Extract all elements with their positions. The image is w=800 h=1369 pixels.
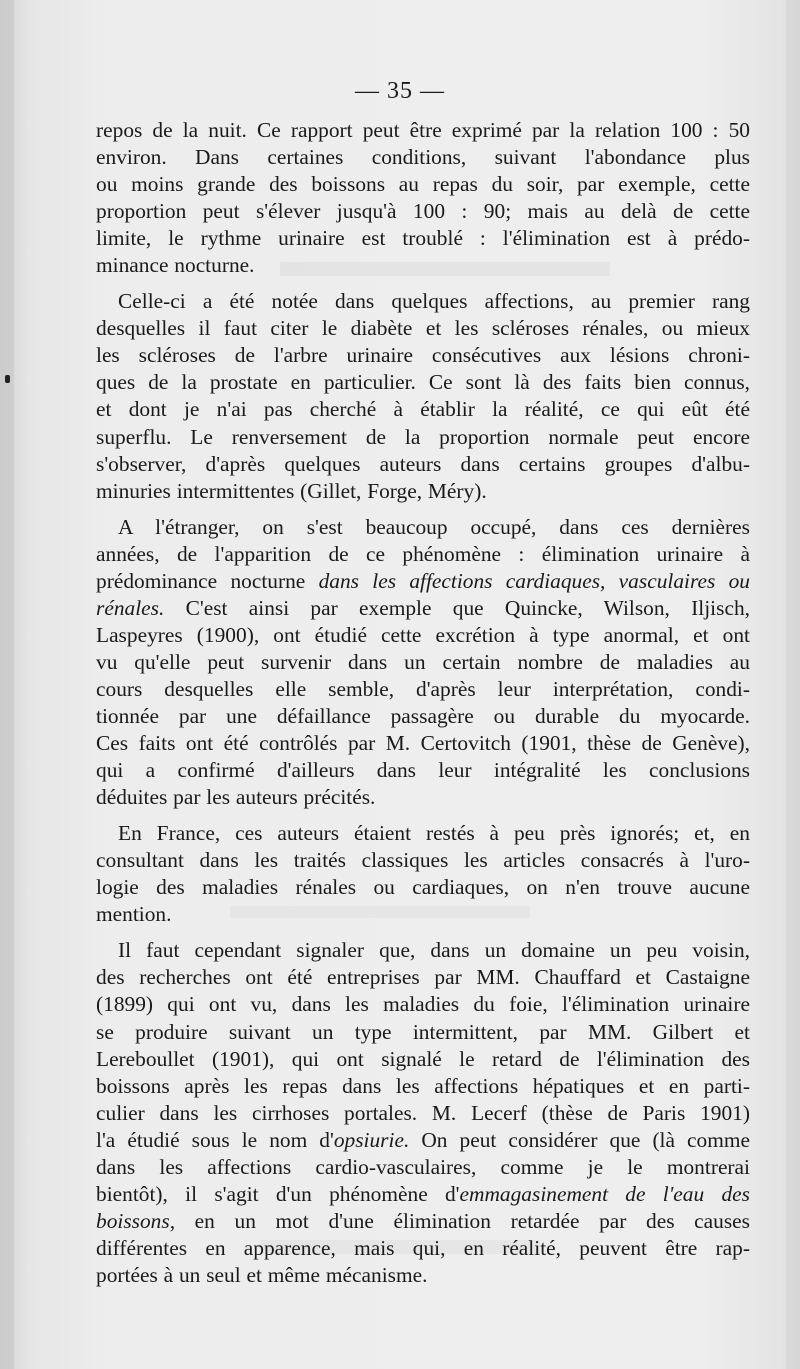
paragraph-5	[96, 937, 750, 1289]
text-line	[96, 1208, 750, 1235]
italic-run: rénales.	[96, 595, 165, 620]
italic-run: dans les affections cardiaques, vasculaires ou	[318, 568, 750, 593]
text-line: Il faut cependant signaler que, dans un domaine un peu voisin,	[118, 938, 750, 963]
italic-run: opsiurie.	[333, 1127, 410, 1152]
text-line: années, de l'apparition de ce phénomène : élimination urinaire à	[96, 541, 750, 566]
text-run: l'a étudié sous le nom d'	[96, 1127, 334, 1152]
text-line: minance nocturne.	[96, 253, 255, 278]
text-run: C'est ainsi par exemple que Quincke, Wilson, Iljisch,	[164, 595, 750, 620]
text-line: Celle-ci a été notée dans quelques affections, au premier rang	[118, 289, 750, 314]
italic-run: emmagasinement de l'eau des	[459, 1181, 750, 1206]
text-line: Ces faits ont été contrôlés par M. Certovitch (1901, thèse de Genève),	[96, 731, 750, 756]
text-line	[96, 595, 750, 622]
text-line: En France, ces auteurs étaient restés à peu près ignorés; et, en	[118, 821, 750, 846]
text-line: dans les affections cardio-vasculaires, comme je le montrerai	[96, 1154, 750, 1179]
italic-run: boissons,	[96, 1208, 176, 1233]
text-run: prédominance nocturne	[96, 568, 319, 593]
body-text	[96, 117, 750, 1298]
text-line: (1899) qui ont vu, dans les maladies du foie, l'élimination urinaire	[96, 992, 750, 1017]
text-line	[96, 1181, 750, 1208]
text-run: en un mot d'une élimination retardée par des causes	[175, 1208, 750, 1233]
text-line: tionnée par une défaillance passagère ou durable du myocarde.	[96, 703, 750, 728]
text-line: ou moins grande des boissons au repas du soir, par exemple, cette	[96, 172, 750, 197]
text-line: qui a confirmé d'ailleurs dans leur intégralité les conclusions	[96, 758, 750, 783]
text-line: boissons après les repas dans les affections hépatiques et en parti-	[96, 1073, 750, 1098]
text-line	[96, 568, 750, 595]
text-line: Laspeyres (1900), ont étudié cette excrétion à type anormal, et ont	[96, 622, 750, 647]
page-number: — 35 —	[355, 78, 445, 104]
text-line: superflu. Le renversement de la proportion normale peut encore	[96, 424, 750, 449]
paragraph-1	[96, 117, 750, 279]
text-line: se produire suivant un type intermittent, par MM. Gilbert et	[96, 1019, 750, 1044]
text-line	[96, 1127, 750, 1154]
text-line: et dont je n'ai pas cherché à établir la réalité, ce qui eût été	[96, 397, 750, 422]
text-line: A l'étranger, on s'est beaucoup occupé, dans ces dernières	[118, 514, 750, 539]
text-line: repos de la nuit. Ce rapport peut être exprimé par la relation 100 : 50	[96, 118, 750, 142]
text-line: déduites par les auteurs précités.	[96, 785, 376, 810]
text-line: ques de la prostate en particulier. Ce sont là des faits bien connus,	[96, 370, 750, 395]
text-line: consultant dans les traités classiques les articles consacrés à l'uro-	[96, 848, 750, 873]
text-line: environ. Dans certaines conditions, suivant l'abondance plus	[96, 145, 750, 170]
text-line: des recherches ont été entreprises par MM. Chauffard et Castaigne	[96, 965, 750, 990]
text-run: bientôt), il s'agit d'un phénomène d'	[96, 1181, 460, 1206]
text-line: proportion peut s'élever jusqu'à 100 : 90; mais au delà de cette	[96, 199, 750, 224]
text-run: On peut considérer que (là comme	[409, 1127, 751, 1152]
text-line: culier dans les cirrhoses portales. M. Lecerf (thèse de Paris 1901)	[96, 1100, 750, 1125]
text-line: logie des maladies rénales ou cardiaques, on n'en trouve aucune	[96, 875, 750, 900]
text-line: minuries intermittentes (Gillet, Forge, Méry).	[96, 478, 487, 503]
text-line: vu qu'elle peut survenir dans un certain nombre de maladies au	[96, 649, 750, 674]
margin-ink-mark	[5, 375, 10, 383]
text-line: différentes en apparence, mais qui, en réalité, peuvent être rap-	[96, 1235, 750, 1260]
text-line: mention.	[96, 902, 172, 927]
text-line: Lereboullet (1901), qui ont signalé le retard de l'élimination des	[96, 1046, 750, 1071]
text-line: les scléroses de l'arbre urinaire consécutives aux lésions chroni-	[96, 343, 750, 368]
text-line: s'observer, d'après quelques auteurs dans certains groupes d'albu-	[96, 451, 750, 476]
text-line: desquelles il faut citer le diabète et les scléroses rénales, ou mieux	[96, 316, 750, 341]
text-line: limite, le rythme urinaire est troublé : l'élimination est à prédo-	[96, 226, 750, 251]
paragraph-4	[96, 820, 750, 928]
text-line: cours desquelles elle semble, d'après leur interprétation, condi-	[96, 676, 750, 701]
text-line: portées à un seul et même mécanisme.	[96, 1262, 428, 1287]
paragraph-2	[96, 288, 750, 504]
paragraph-3	[96, 514, 750, 812]
